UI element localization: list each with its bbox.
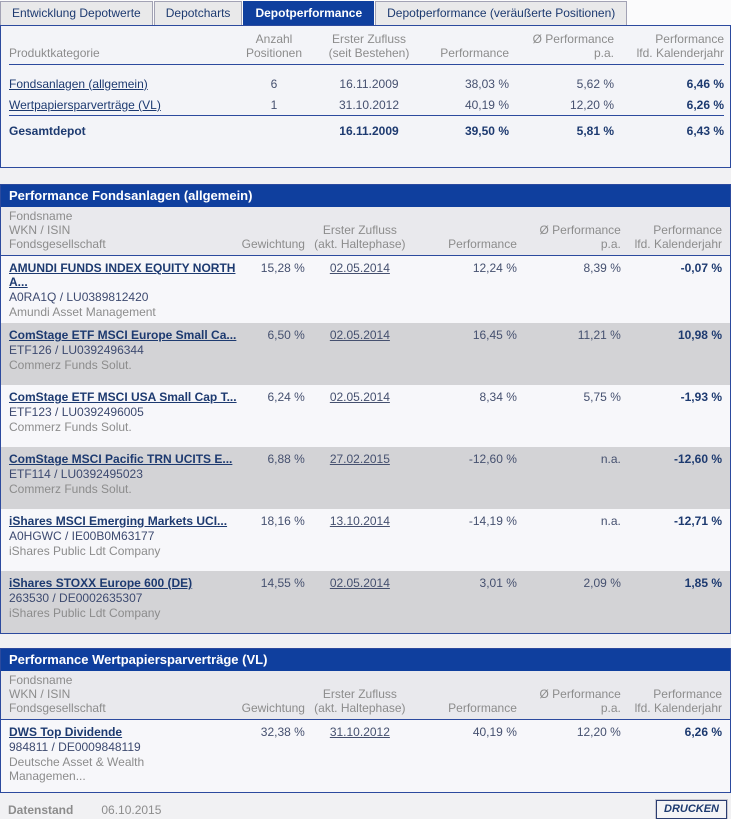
zufluss-value: 31.10.2012 bbox=[338, 97, 400, 112]
tab-depotperformance-veraeusserte[interactable]: Depotperformance (veräußerte Positionen) bbox=[375, 1, 627, 25]
fund-wkn-isin: ETF126 / LU0392496344 bbox=[9, 343, 144, 357]
gewichtung-value: 32,38 % bbox=[242, 720, 305, 793]
summary-panel bbox=[0, 25, 731, 168]
fund-wkn-isin: A0RA1Q / LU0389812420 bbox=[9, 290, 149, 304]
performance-pa-value: 5,81 % bbox=[509, 115, 614, 144]
fund-company: Commerz Funds Solut. bbox=[9, 482, 132, 496]
anzahl-value: 1 bbox=[270, 97, 278, 112]
fund-company: iShares Public Ldt Company bbox=[9, 606, 161, 620]
fund-wkn-isin: 984811 / DE0009848119 bbox=[9, 740, 141, 754]
fund-name-link[interactable]: iShares STOXX Europe 600 (DE) bbox=[9, 576, 193, 590]
summary-row-gesamtdepot bbox=[9, 115, 724, 144]
fund-company: Commerz Funds Solut. bbox=[9, 420, 132, 434]
wertpapiersparvertraege-link[interactable]: Wertpapiersparverträge (VL) bbox=[9, 97, 161, 112]
performance-jahr-value: 6,26 % bbox=[686, 97, 724, 112]
col-erster-zufluss: Erster Zufluss (akt. Haltephase) bbox=[305, 207, 415, 256]
datenstand-label: Datenstand bbox=[8, 802, 74, 817]
performance-pa-value: n.a. bbox=[517, 447, 621, 509]
performance-pa-value: 8,39 % bbox=[517, 256, 621, 324]
fund-company: Commerz Funds Solut. bbox=[9, 358, 132, 372]
fund-wkn-isin: A0HGWC / IE00B0M63177 bbox=[9, 529, 155, 543]
fund-row-comstage-usa bbox=[1, 385, 730, 447]
fund-name-link[interactable]: iShares MSCI Emerging Markets UCI... bbox=[9, 514, 228, 528]
fund-row-amundi bbox=[1, 256, 730, 324]
performance-value: -12,60 % bbox=[415, 447, 517, 509]
fund-wkn-isin: ETF114 / LU0392495023 bbox=[9, 467, 143, 481]
summary-col-produktkategorie: Produktkategorie bbox=[9, 30, 239, 65]
fund-name-link[interactable]: ComStage ETF MSCI Europe Small Ca... bbox=[9, 328, 237, 342]
fund-wkn-isin: ETF123 / LU0392496005 bbox=[9, 405, 144, 419]
fondsanlagen-link[interactable]: Fondsanlagen (allgemein) bbox=[9, 76, 148, 91]
datenstand-value: 06.10.2015 bbox=[101, 802, 162, 817]
performance-value: 3,01 % bbox=[415, 571, 517, 633]
zufluss-date-link[interactable]: 02.05.2014 bbox=[329, 390, 390, 404]
performance-value: 38,03 % bbox=[464, 76, 509, 91]
gewichtung-value: 18,16 % bbox=[242, 509, 305, 571]
col-performance: Performance bbox=[415, 671, 517, 720]
gesamtdepot-label: Gesamtdepot bbox=[9, 115, 239, 144]
performance-jahr-value: -1,93 % bbox=[621, 385, 730, 447]
col-performance: Performance bbox=[415, 207, 517, 256]
performance-pa-value: 12,20 % bbox=[517, 720, 621, 793]
performance-pa-value: 11,21 % bbox=[517, 323, 621, 385]
zufluss-date-link[interactable]: 02.05.2014 bbox=[329, 328, 390, 342]
summary-row-wertpapiersparvertraege bbox=[9, 94, 724, 116]
performance-value: -14,19 % bbox=[415, 509, 517, 571]
tab-entwicklung-depotwerte[interactable]: Entwicklung Depotwerte bbox=[0, 1, 153, 25]
performance-jahr-value: -12,71 % bbox=[621, 509, 730, 571]
gewichtung-value: 6,50 % bbox=[242, 323, 305, 385]
performance-jahr-value: 6,46 % bbox=[686, 76, 724, 91]
summary-col-anzahl: Anzahl Positionen bbox=[239, 30, 309, 65]
fondsanlagen-panel-title: Performance Fondsanlagen (allgemein) bbox=[1, 185, 730, 207]
gewichtung-value: 14,55 % bbox=[242, 571, 305, 633]
performance-pa-value: 2,09 % bbox=[517, 571, 621, 633]
col-performance-pa: Ø Performance p.a. bbox=[517, 207, 621, 256]
performance-jahr-value: -12,60 % bbox=[621, 447, 730, 509]
zufluss-date-link[interactable]: 13.10.2014 bbox=[329, 514, 390, 528]
print-button[interactable]: DRUCKEN bbox=[656, 800, 727, 819]
summary-col-performance-pa: Ø Performance p.a. bbox=[509, 30, 614, 65]
zufluss-date-link[interactable]: 27.02.2015 bbox=[329, 452, 390, 466]
col-gewichtung: Gewichtung bbox=[242, 671, 305, 720]
fund-row-comstage-pacific bbox=[1, 447, 730, 509]
summary-row-fondsanlagen bbox=[9, 73, 724, 94]
wertpapiersparvertraege-panel-title: Performance Wertpapiersparverträge (VL) bbox=[1, 649, 730, 671]
col-performance-pa: Ø Performance p.a. bbox=[517, 671, 621, 720]
summary-col-performance-jahr: Performance lfd. Kalenderjahr bbox=[614, 30, 724, 65]
col-fondsname: Fondsname WKN / ISIN Fondsgesellschaft bbox=[1, 671, 242, 720]
zufluss-value: 16.11.2009 bbox=[309, 115, 429, 144]
summary-table bbox=[9, 30, 724, 144]
fund-company: Deutsche Asset & Wealth Managemen... bbox=[9, 755, 145, 783]
performance-value: 16,45 % bbox=[415, 323, 517, 385]
gewichtung-value: 15,28 % bbox=[242, 256, 305, 324]
fund-name-link[interactable]: ComStage MSCI Pacific TRN UCITS E... bbox=[9, 452, 233, 466]
fondsanlagen-panel bbox=[0, 184, 731, 634]
performance-jahr-value: 6,26 % bbox=[621, 720, 730, 793]
datenstand bbox=[8, 803, 161, 817]
footer bbox=[0, 793, 731, 819]
performance-pa-value: n.a. bbox=[517, 509, 621, 571]
fund-row-ishares-emerging bbox=[1, 509, 730, 571]
performance-value: 40,19 % bbox=[415, 720, 517, 793]
performance-jahr-value: 6,43 % bbox=[614, 115, 724, 144]
performance-pa-value: 5,75 % bbox=[517, 385, 621, 447]
fund-name-link[interactable]: DWS Top Dividende bbox=[9, 725, 123, 739]
zufluss-date-link[interactable]: 02.05.2014 bbox=[329, 261, 390, 275]
anzahl-value: 6 bbox=[270, 76, 278, 91]
zufluss-value: 16.11.2009 bbox=[339, 76, 399, 91]
wertpapiersparvertraege-panel bbox=[0, 648, 731, 793]
wertpapiersparvertraege-table bbox=[1, 671, 730, 792]
performance-jahr-value: 1,85 % bbox=[621, 571, 730, 633]
fund-row-comstage-europe bbox=[1, 323, 730, 385]
fondsanlagen-table bbox=[1, 207, 730, 633]
summary-col-erster-zufluss: Erster Zufluss (seit Bestehen) bbox=[309, 30, 429, 65]
fund-row-dws-top-dividende bbox=[1, 720, 730, 793]
tab-depotcharts[interactable]: Depotcharts bbox=[154, 1, 243, 25]
col-performance-jahr: Performance lfd. Kalenderjahr bbox=[621, 671, 730, 720]
tab-bar bbox=[0, 0, 731, 25]
gewichtung-value: 6,88 % bbox=[242, 447, 305, 509]
fund-name-link[interactable]: AMUNDI FUNDS INDEX EQUITY NORTH A... bbox=[9, 261, 236, 289]
performance-value: 12,24 % bbox=[415, 256, 517, 324]
fund-name-link[interactable]: ComStage ETF MSCI USA Small Cap T... bbox=[9, 390, 237, 404]
performance-pa-value: 12,20 % bbox=[569, 97, 614, 112]
col-gewichtung: Gewichtung bbox=[242, 207, 305, 256]
fund-row-ishares-stoxx bbox=[1, 571, 730, 633]
fund-wkn-isin: 263530 / DE0002635307 bbox=[9, 591, 143, 605]
tab-depotperformance[interactable]: Depotperformance bbox=[243, 1, 374, 25]
performance-jahr-value: -0,07 % bbox=[621, 256, 730, 324]
performance-value: 40,19 % bbox=[464, 97, 509, 112]
gewichtung-value: 6,24 % bbox=[242, 385, 305, 447]
zufluss-date-link[interactable]: 31.10.2012 bbox=[329, 725, 390, 739]
performance-pa-value: 5,62 % bbox=[576, 76, 614, 91]
performance-value: 8,34 % bbox=[415, 385, 517, 447]
performance-value: 39,50 % bbox=[429, 115, 509, 144]
fund-company: iShares Public Ldt Company bbox=[9, 544, 161, 558]
col-erster-zufluss: Erster Zufluss (akt. Haltephase) bbox=[305, 671, 415, 720]
table-row bbox=[9, 65, 724, 73]
summary-col-performance: Performance bbox=[429, 30, 509, 65]
col-fondsname: Fondsname WKN / ISIN Fondsgesellschaft bbox=[1, 207, 242, 256]
performance-jahr-value: 10,98 % bbox=[621, 323, 730, 385]
zufluss-date-link[interactable]: 02.05.2014 bbox=[329, 576, 390, 590]
fund-company: Amundi Asset Management bbox=[9, 305, 156, 319]
col-performance-jahr: Performance lfd. Kalenderjahr bbox=[621, 207, 730, 256]
